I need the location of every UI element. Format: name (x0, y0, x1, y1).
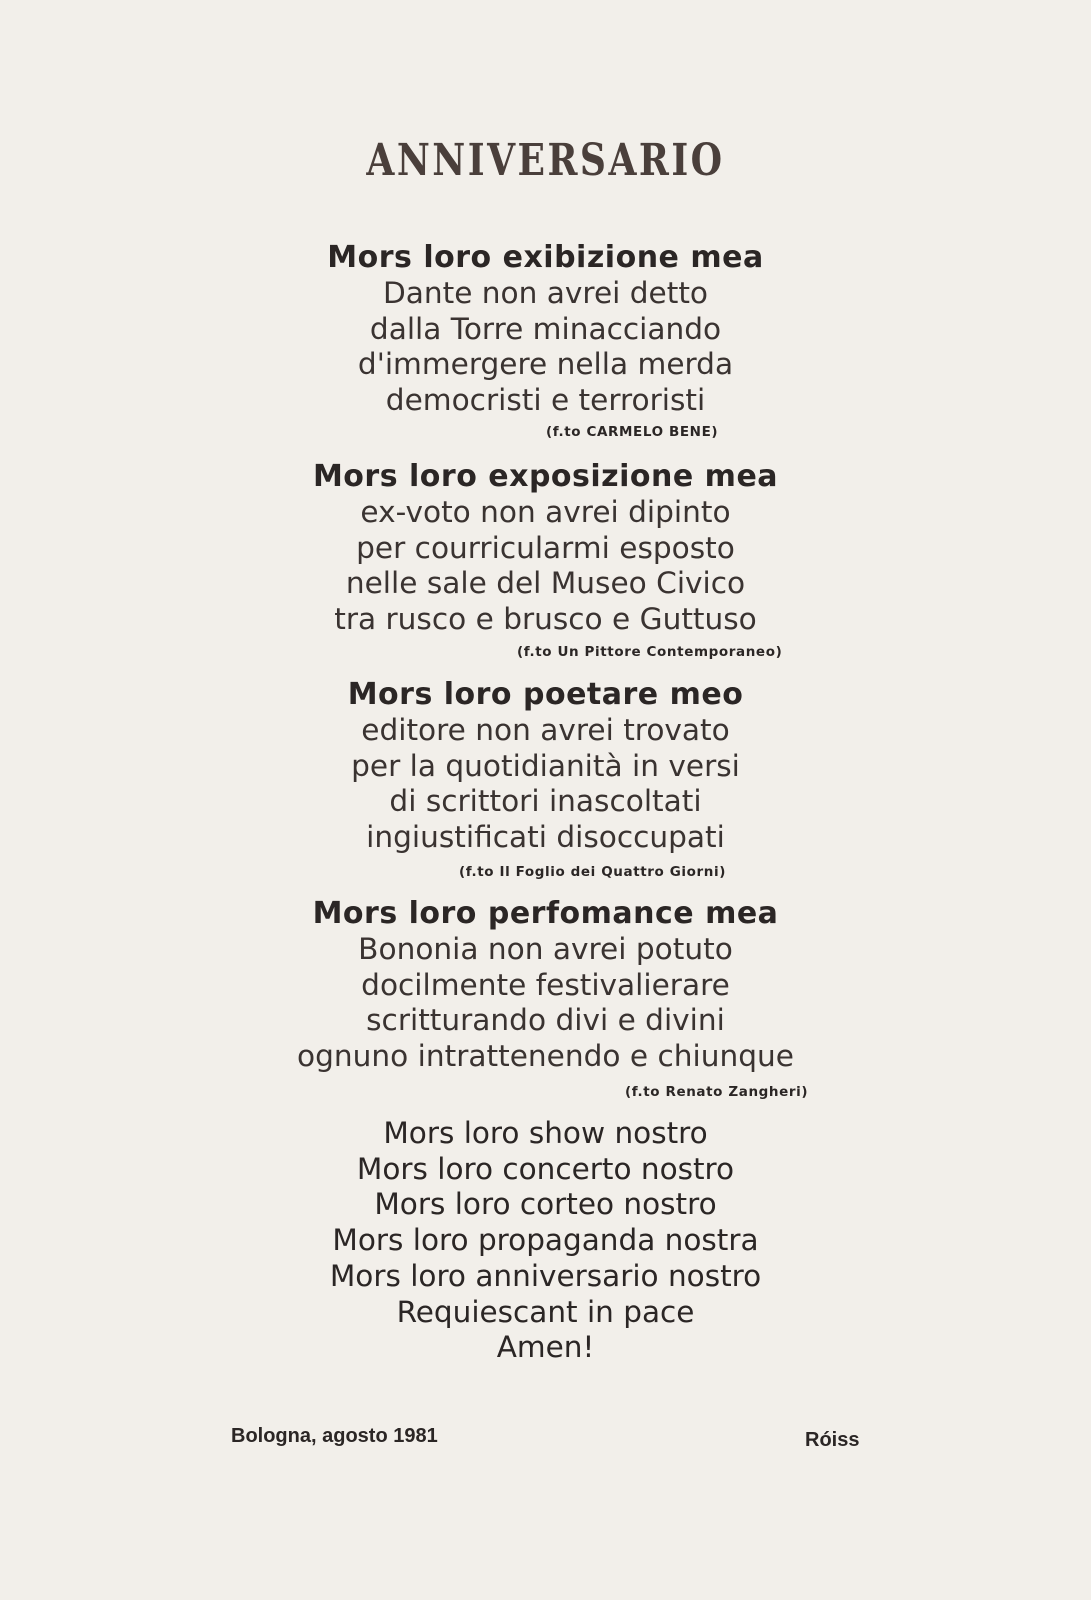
verse-line: dalla Torre minacciando (369, 311, 722, 346)
verse-line: Dante non avrei detto (382, 276, 709, 310)
stanza-signature: (f.to Renato Zangheri) (625, 1084, 809, 1100)
closing-line: Mors loro propaganda nostra (332, 1223, 759, 1258)
stanza-3 (0, 677, 1091, 855)
verse-line: ingiustificati disoccupati (366, 819, 725, 854)
stanza-heading: Mors loro poetare meo (347, 677, 744, 712)
closing-line: Mors loro corteo nostro (374, 1187, 717, 1222)
stanza-1 (0, 240, 1091, 418)
stanza-signature: (f.to CARMELO BENE) (546, 424, 719, 440)
stanza-heading: Mors loro exibizione mea (327, 240, 764, 275)
verse-line: docilmente festivalierare (361, 967, 730, 1002)
closing-line: Mors loro anniversario nostro (329, 1258, 762, 1293)
poster-title: ANNIVERSARIO (366, 135, 725, 186)
verse-line: ex-voto non avrei dipinto (360, 495, 731, 529)
verse-line: scritturando divi e divini (366, 1003, 725, 1037)
closing-line: Requiescant in pace (396, 1294, 695, 1329)
stanza-4 (0, 896, 1091, 1074)
footer-place-date: Bologna, agosto 1981 (231, 1425, 438, 1447)
verse-line: d'immergere nella merda (357, 347, 734, 381)
verse-line: tra rusco e brusco e Guttuso (334, 601, 757, 636)
stanza-heading: Mors loro perfomance mea (312, 896, 779, 931)
verse-line: editore non avrei trovato (361, 713, 730, 747)
closing-line: Mors loro concerto nostro (356, 1151, 735, 1186)
stanza-signature: (f.to Il Foglio dei Quattro Giorni) (459, 864, 726, 880)
closing-line: Mors loro show nostro (383, 1116, 708, 1150)
stanza-heading: Mors loro exposizione mea (312, 459, 779, 494)
verse-line: di scrittori inascoltati (389, 784, 702, 818)
verse-line: Bononia non avrei potuto (358, 932, 733, 966)
verse-line: per courricularmi esposto (356, 530, 735, 565)
verse-line: democristi e terroristi (385, 382, 706, 417)
closing-line: Amen! (496, 1330, 595, 1365)
stanza-signature: (f.to Un Pittore Contemporaneo) (517, 644, 783, 660)
stanza-2 (0, 459, 1091, 637)
closing-verses (0, 1116, 1091, 1366)
verse-line: nelle sale del Museo Civico (345, 566, 746, 600)
footer-author: Róiss (805, 1429, 860, 1451)
verse-line: per la quotidianità in versi (351, 748, 740, 783)
verse-line: ognuno intrattenendo e chiunque (297, 1038, 794, 1073)
